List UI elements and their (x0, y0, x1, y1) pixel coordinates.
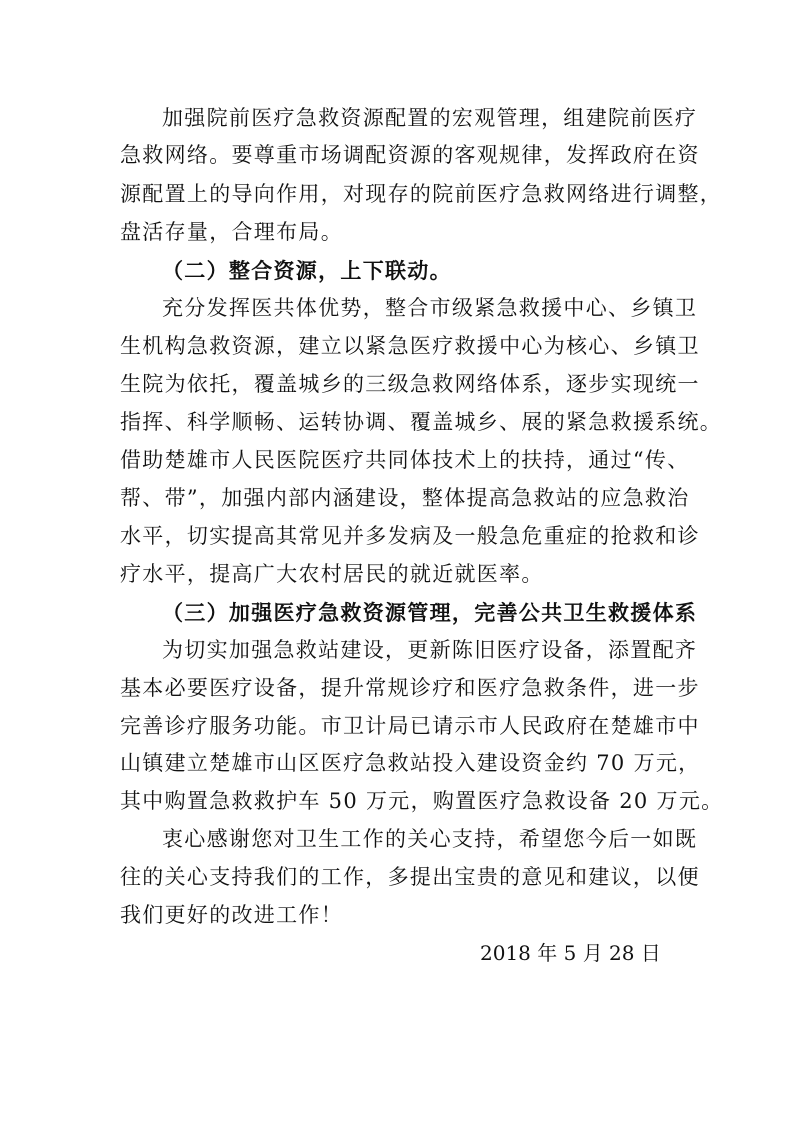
paragraph-3-line: 其中购置急救救护车 50 万元，购置医疗急救设备 20 万元。 (120, 789, 724, 813)
paragraph-1-line: 加强院前医疗急救资源配置的宏观管理，组建院前医疗 (162, 106, 698, 130)
paragraph-2-line: 生机构急救资源，建立以紧急医疗救援中心为核心、乡镇卫 (120, 334, 700, 358)
paragraph-1-line: 盘活存量，合理布局。 (120, 220, 343, 244)
paragraph-3-line: 为切实加强急救站建设，更新陈旧医疗设备，添置配齐 (162, 638, 698, 662)
paragraph-3-line: 山镇建立楚雄市山区医疗急救站投入建设资金约 70 万元， (120, 751, 701, 775)
paragraph-4-line: 衷心感谢您对卫生工作的关心支持，希望您今后一如既 (162, 827, 698, 851)
paragraph-3-line: 基本必要医疗设备，提升常规诊疗和医疗急救条件，进一步 (120, 676, 700, 700)
paragraph-2-line: 疗水平，提高广大农村居民的就近就医率。 (120, 562, 544, 586)
paragraph-2-line: 充分发挥医共体优势，整合市级紧急救援中心、乡镇卫 (162, 296, 698, 320)
paragraph-1-line: 源配置上的导向作用，对现存的院前医疗急救网络进行调整， (120, 182, 723, 206)
paragraph-3-line: 完善诊疗服务功能。市卫计局已请示市人民政府在楚雄市中 (120, 714, 700, 738)
document-date: 2018 年 5 月 28 日 (480, 941, 661, 965)
paragraph-4-line: 往的关心支持我们的工作，多提出宝贵的意见和建议，以便 (120, 865, 700, 889)
paragraph-1-line: 急救网络。要尊重市场调配资源的客观规律，发挥政府在资 (120, 143, 700, 167)
paragraph-2-line: 生院为依托，覆盖城乡的三级急救网络体系，逐步实现统一 (120, 372, 700, 396)
paragraph-4-line: 我们更好的改进工作！ (120, 903, 343, 927)
paragraph-2-line: 借助楚雄市人民医院医疗共同体技术上的扶持，通过“传、 (120, 448, 690, 472)
section-heading-2: （二）整合资源，上下联动。 (162, 258, 452, 283)
paragraph-2-line: 水平，切实提高其常见并多发病及一般急危重症的抢救和诊 (120, 524, 700, 548)
paragraph-2-line: 帮、带”，加强内部内涵建设，整体提高急救站的应急救治 (120, 486, 690, 510)
section-heading-3: （三）加强医疗急救资源管理，完善公共卫生救援体系 (162, 600, 698, 625)
paragraph-2-line: 指挥、科学顺畅、运转协调、覆盖城乡、展的紧急救援系统。 (120, 410, 723, 434)
